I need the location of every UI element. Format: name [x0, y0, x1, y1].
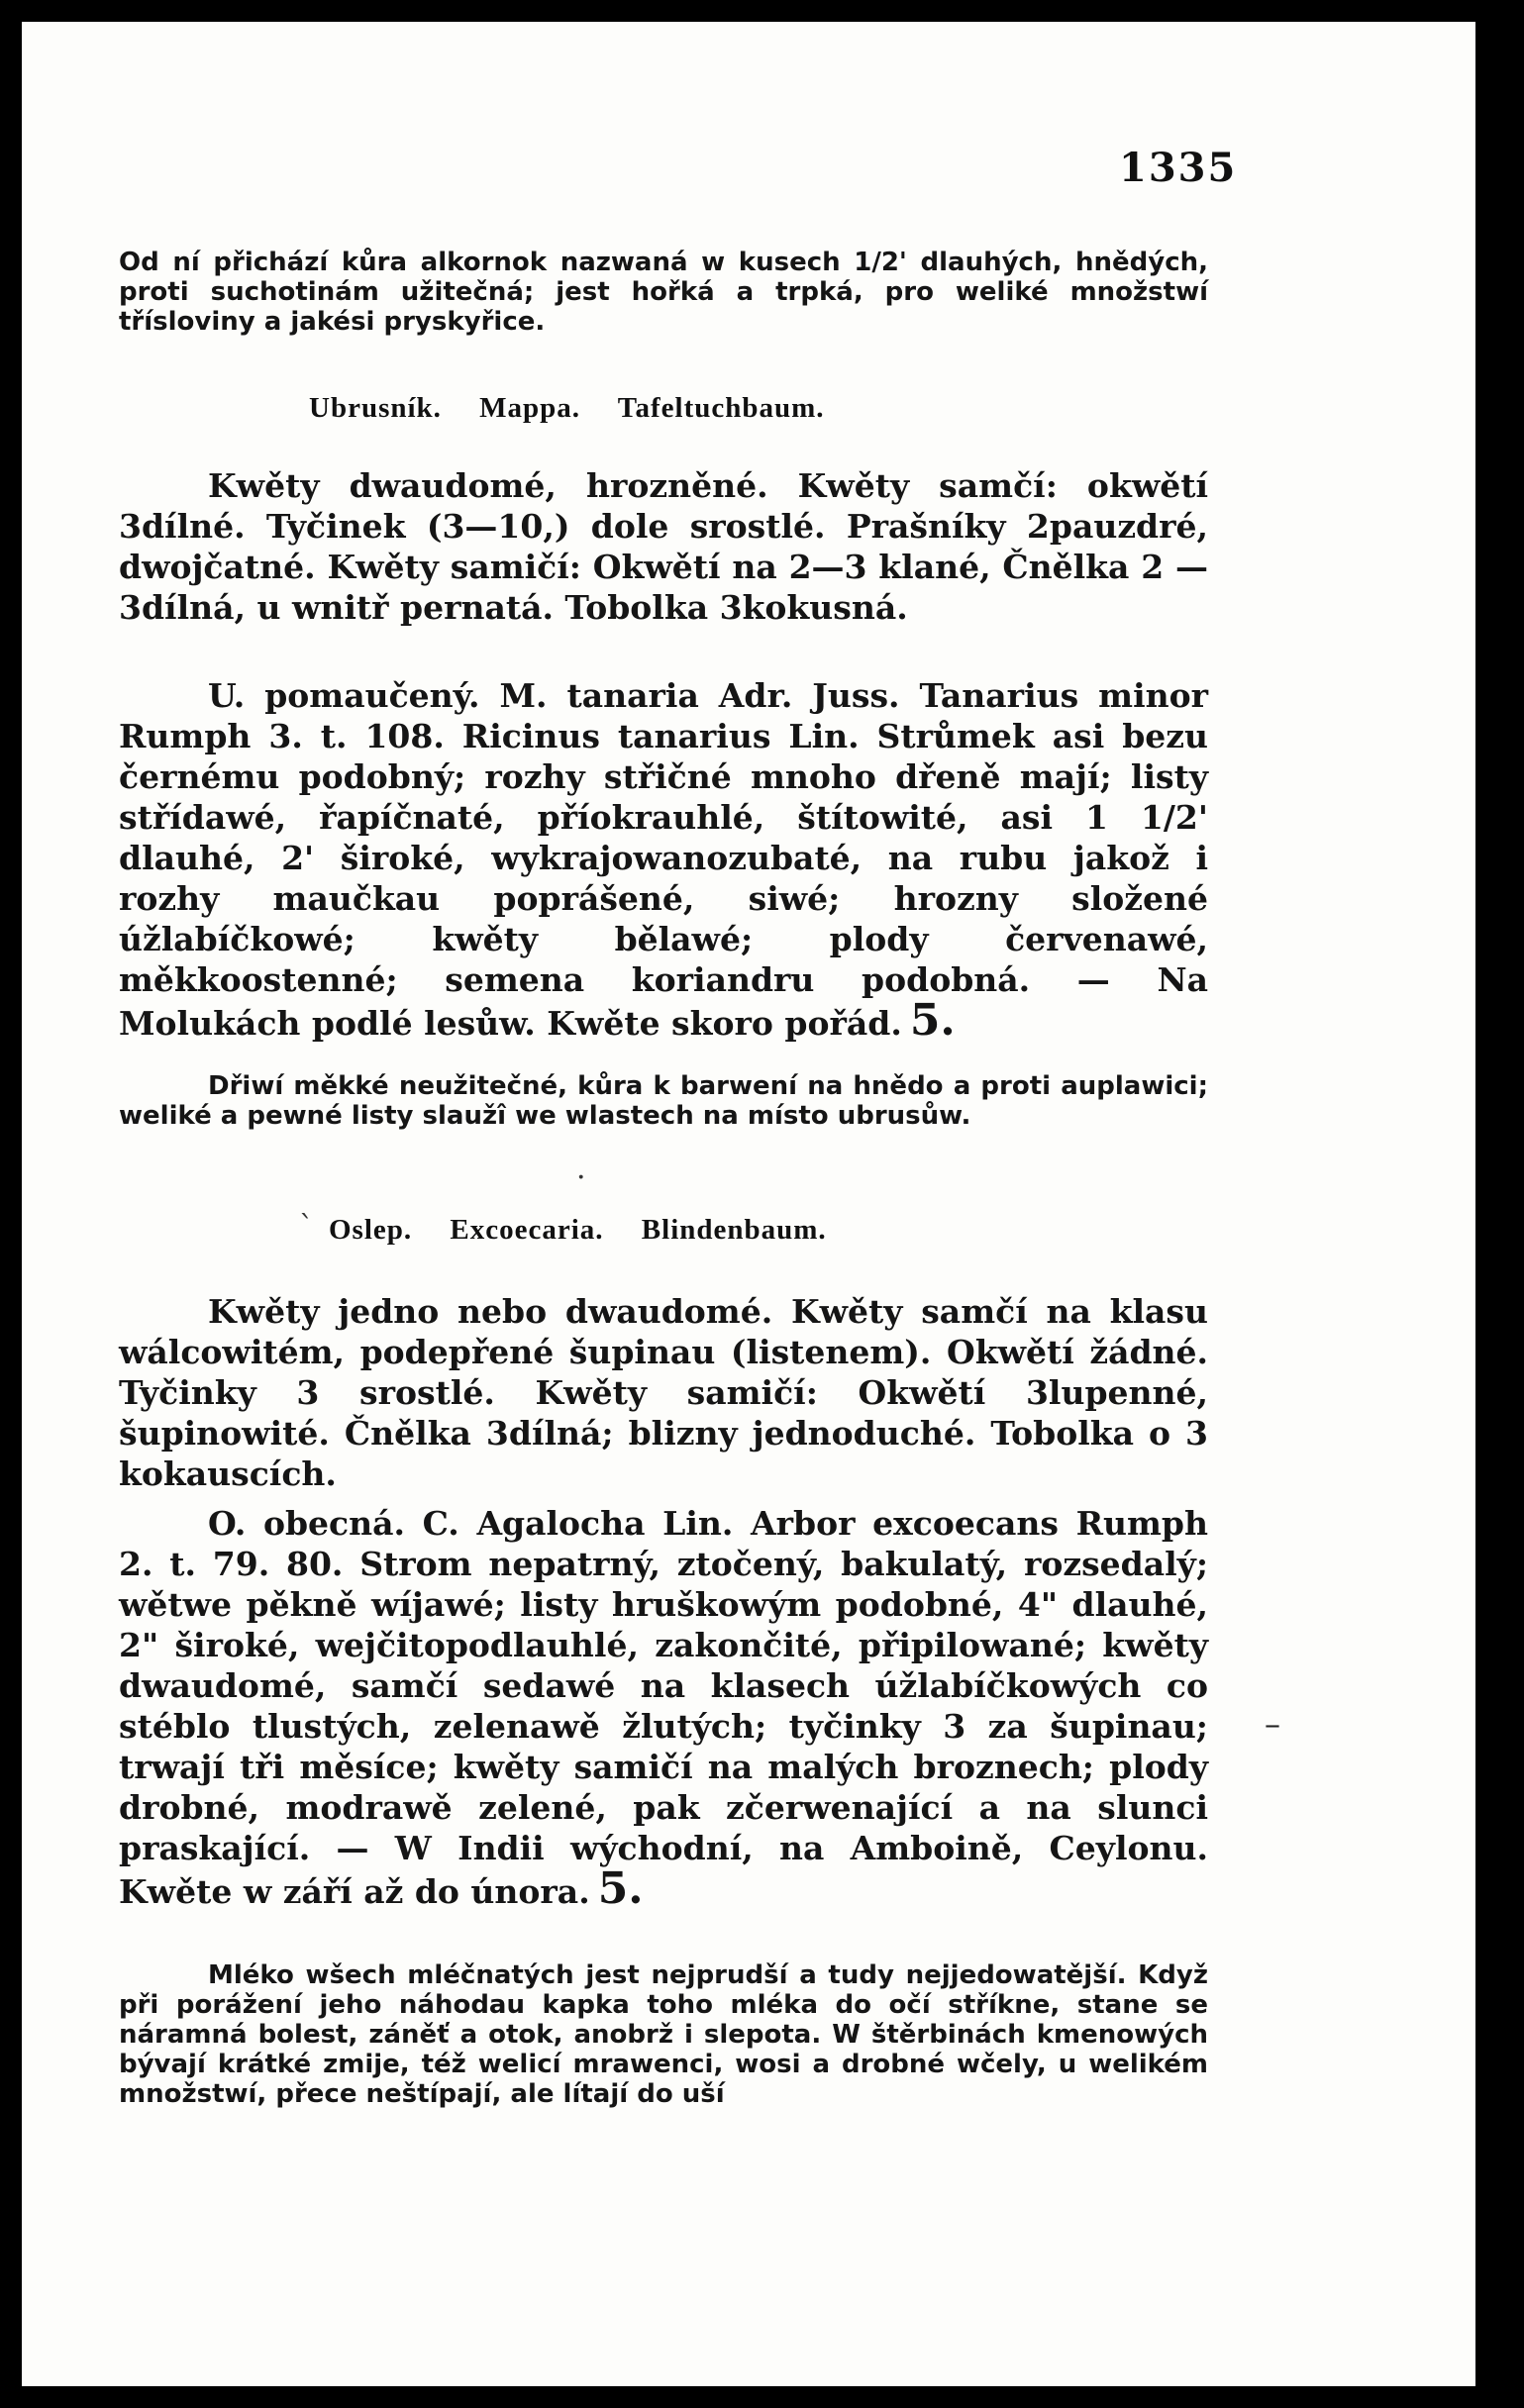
heading-german: Tafeltuchbaum.	[617, 392, 825, 424]
intro-note: Od ní přichází kůra alkornok nazwaná w kusech 1/2' dlauhých, hnědých, proti suchotinám užitečná; jest hořká a trpká, pro weliké množstwí třísloviny a jakési pryskyřice.	[119, 248, 1208, 337]
section-heading-ubrusnik	[309, 392, 855, 425]
page-number: 1335	[1119, 145, 1238, 191]
heading-german: Blindenbaum.	[641, 1214, 827, 1246]
genus-description: Kwěty dwaudomé, hrozněné. Kwěty samčí: okwětí 3dílné. Tyčinek (3—10,) dole srostlé. Prašníky 2pauzdré, dwojčatné. Kwěty samičí: Okwětí na 2—3 klané, Čnělka 2 — 3dílná, u wnitř pernatá. Tobolka 3kokusná.	[119, 466, 1208, 627]
grade-mark: 5.	[909, 995, 956, 1046]
species-text: O. obecná. C. Agalocha Lin. Arbor excoecans Rumph 2. t. 79. 80. Strom nepatrný, ztočený, bakulatý, rozsedalý; wětwe pěkně wíjawé; listy hruškowým podobné, 4" dlauhé, 2" široké, wejčitopodlauhlé, zakončité, připilowané; kwěty dwaudomé, samčí sedawé na klasech úžlabíčkowých co stéblo tlustých, zelenawě žlutých; tyčinky 3 za šupinau; trwají tři měsíce; kwěty samičí na malých broznech; plody drobné, modrawě zelené, pak zčerwenající a na slunci praskající. — W Indii wýchodní, na Amboině, Ceylonu. Kwěte w září až do února.	[119, 1504, 1208, 1911]
section-heading-oslep	[329, 1214, 857, 1247]
species-description	[119, 675, 1208, 1044]
use-note: Dřiwí měkké neužitečné, kůra k barwení na hnědo a proti auplawici; weliké a pewné listy slaužî we wlastech na místo ubrusůw.	[119, 1071, 1208, 1131]
stray-dot: ·	[576, 1160, 586, 1195]
stray-mark: `	[299, 1210, 314, 1245]
species-text: U. pomaučený. M. tanaria Adr. Juss. Tanarius minor Rumph 3. t. 108. Ricinus tanarius Lin. Strůmek asi bezu černému podobný; rozhy střičné mnoho dřeně mají; listy střídawé, řapíčnaté, příokrauhlé, štítowité, asi 1 1/2' dlauhé, 2' široké, wykrajowanozubaté, na rubu jakož i rozhy maučkau poprášené, siwé; hrozny složené úžlabíčkowé; kwěty bělawé; plody červenawé, měkkoostenné; semena koriandru podobná. — Na Molukách podlé lesůw. Kwěte skoro pořád.	[119, 676, 1208, 1043]
heading-latin: Excoecaria.	[450, 1214, 604, 1246]
genus-description: Kwěty jedno nebo dwaudomé. Kwěty samčí na klasu wálcowitém, podepřené šupinau (listenem). Okwětí žádné. Tyčinky 3 srostlé. Kwěty samičí: Okwětí 3lupenné, šupinowité. Čnělka 3dílná; blizny jednoduché. Tobolka o 3 kokauscích.	[119, 1292, 1208, 1493]
grade-mark: 5.	[597, 1863, 644, 1914]
heading-czech: Ubrusník.	[309, 392, 442, 424]
species-description	[119, 1503, 1208, 1912]
heading-czech: Oslep.	[329, 1214, 413, 1246]
heading-latin: Mappa.	[479, 392, 581, 424]
use-note: Mléko wšech mléčnatých jest nejprudší a tudy nejjedowatější. Když při porážení jeho náhodau kapka toho mléka do očí stříkne, stane se náramná bolest, záněť a otok, anobrž i slepota. W štěrbinách kmenowých bývají krátké zmije, též welicí mrawenci, wosi a drobné wčely, u welikém množstwí, přece neštípají, ale lítají do uší	[119, 1960, 1208, 2109]
book-page	[22, 22, 1475, 2386]
margin-dash: –	[1265, 1705, 1280, 1743]
